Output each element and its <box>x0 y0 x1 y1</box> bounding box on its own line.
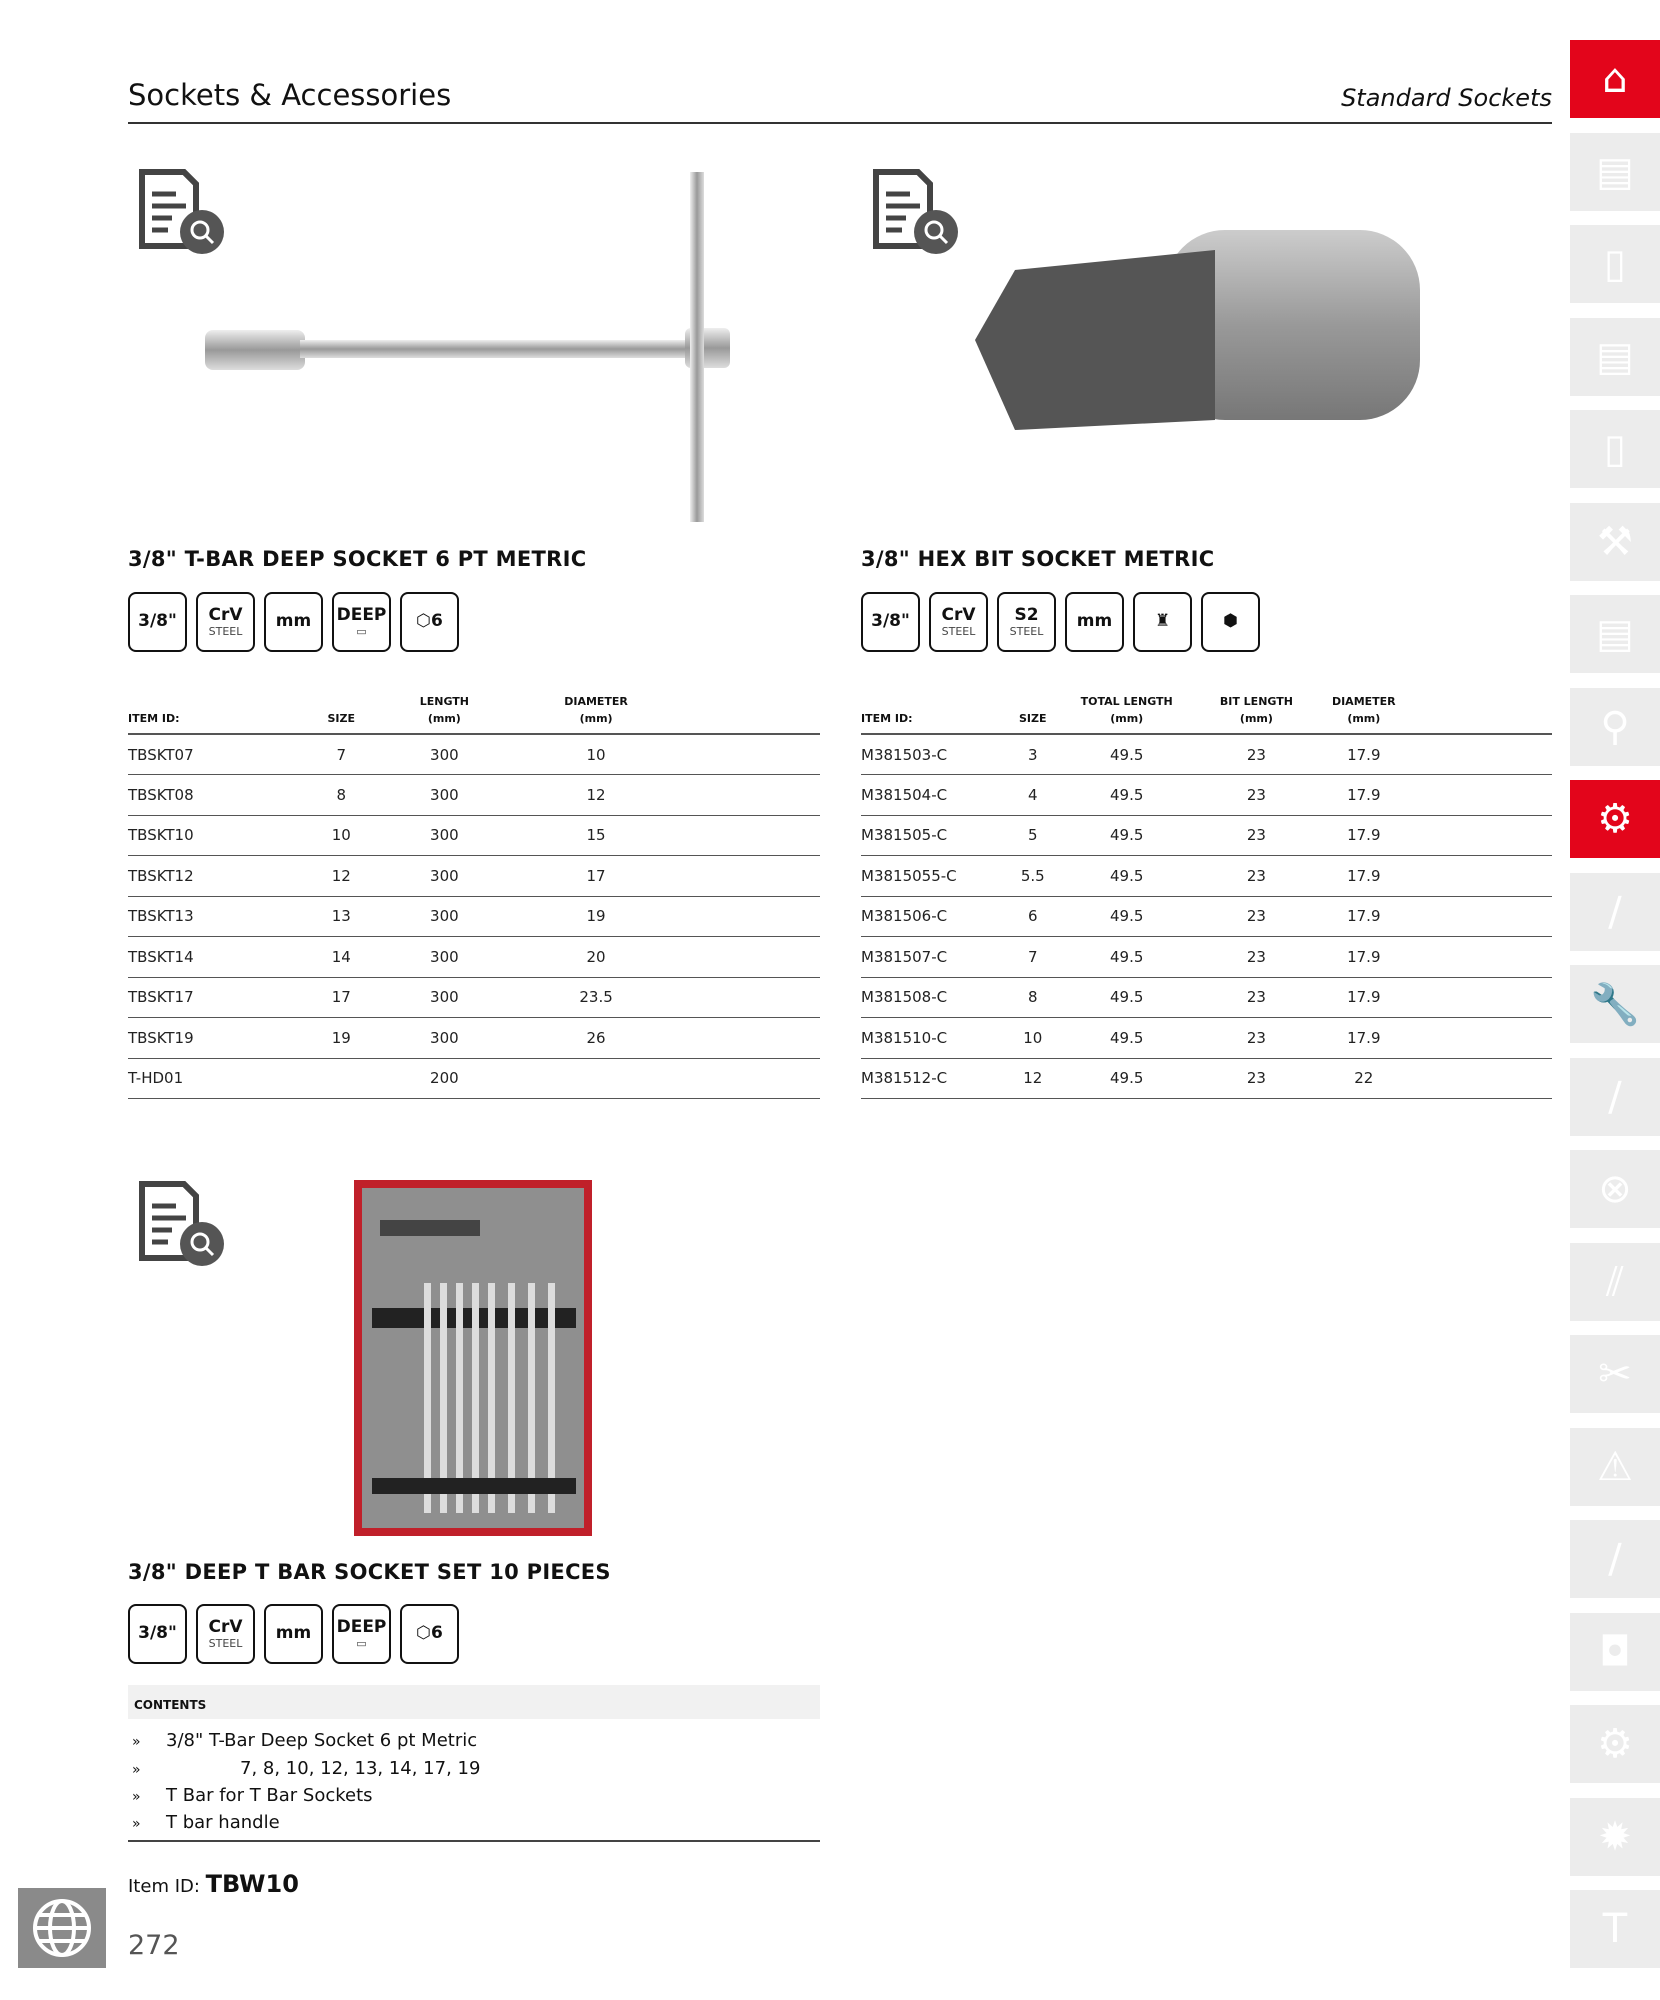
table-cell: 12 <box>1011 1058 1054 1099</box>
feature-badge: 3/8" <box>128 1604 187 1664</box>
table-row <box>861 896 1552 937</box>
table-cell: 23 <box>1199 856 1314 897</box>
table-cell: 300 <box>378 815 510 856</box>
table-cell: TBSKT14 <box>128 937 304 978</box>
table-cell: 3 <box>1011 734 1054 775</box>
feature-badge: mm <box>1065 592 1124 652</box>
table-cell: 49.5 <box>1054 1018 1199 1059</box>
contents-item: » 7, 8, 10, 12, 13, 14, 17, 19 <box>132 1758 481 1779</box>
feature-badges <box>861 592 1260 652</box>
feature-badge: ⬢ <box>1201 592 1260 652</box>
sidebar-item-home[interactable] <box>1570 40 1660 118</box>
table-cell: M381505-C <box>861 815 1011 856</box>
table-cell: 10 <box>511 734 682 775</box>
table-cell: 14 <box>304 937 378 978</box>
table-row <box>128 856 820 897</box>
feature-badge: DEEP ▭ <box>332 1604 391 1664</box>
table-cell: 49.5 <box>1054 896 1199 937</box>
table-cell: 13 <box>304 896 378 937</box>
table-cell: 15 <box>511 815 682 856</box>
table-row <box>128 937 820 978</box>
feature-badge: ⬡6 <box>400 1604 459 1664</box>
sidebar-item-hex-keys[interactable] <box>1570 1243 1660 1321</box>
table-cell: 23 <box>1199 1018 1314 1059</box>
tool-trolley-icon: ▤ <box>1596 148 1634 195</box>
table-cell: M381504-C <box>861 775 1011 816</box>
contents-item: » T bar handle <box>132 1812 280 1833</box>
table-cell: 17.9 <box>1314 734 1414 775</box>
table-cell: 17.9 <box>1314 775 1414 816</box>
torque-wrench-icon: ∕ <box>1608 888 1622 935</box>
socket-set-pouch-image <box>352 1178 594 1538</box>
column-header: SIZE <box>304 694 378 734</box>
feature-badges <box>128 592 459 652</box>
wrench-icon: 🔧 <box>1590 981 1640 1028</box>
column-header: LENGTH (mm) <box>378 694 510 734</box>
feature-badge: S2 STEEL <box>997 592 1056 652</box>
sidebar-item-tool-set[interactable] <box>1570 503 1660 581</box>
table-cell: 200 <box>378 1058 510 1099</box>
table-cell: 26 <box>511 1018 682 1059</box>
table-cell: 7 <box>304 734 378 775</box>
column-header: DIAMETER (mm) <box>1314 694 1414 734</box>
sidebar-item-tool-trolley[interactable] <box>1570 318 1660 396</box>
table-cell: M381503-C <box>861 734 1011 775</box>
table-header <box>128 694 820 734</box>
sidebar-item-tool-trolley[interactable] <box>1570 133 1660 211</box>
table-cell: 19 <box>511 896 682 937</box>
table-cell: 17.9 <box>1314 896 1414 937</box>
table-cell: T-HD01 <box>128 1058 304 1099</box>
table-header <box>861 694 1552 734</box>
table-cell: 300 <box>378 977 510 1018</box>
table-row <box>128 734 820 775</box>
table-cell: 300 <box>378 937 510 978</box>
contents-item: » T Bar for T Bar Sockets <box>132 1785 373 1806</box>
table-row <box>861 775 1552 816</box>
table-cell: 23 <box>1199 896 1314 937</box>
table-cell: 300 <box>378 775 510 816</box>
column-header: SIZE <box>1011 694 1054 734</box>
pliers-icon: ✂ <box>1598 1351 1632 1397</box>
table-row <box>128 1018 820 1059</box>
table-cell: 49.5 <box>1054 815 1199 856</box>
table-cell: 49.5 <box>1054 977 1199 1018</box>
feature-badge: DEEP ▭ <box>332 592 391 652</box>
ratchet-icon: ⚲ <box>1600 703 1630 750</box>
table-cell: 17.9 <box>1314 815 1414 856</box>
feature-badge: CrV STEEL <box>929 592 988 652</box>
table-row <box>861 856 1552 897</box>
contents-heading: CONTENTS <box>128 1685 820 1719</box>
table-cell: 300 <box>378 896 510 937</box>
table-row <box>861 977 1552 1018</box>
feature-badge: 3/8" <box>128 592 187 652</box>
sidebar-item-tool-panel[interactable] <box>1570 225 1660 303</box>
table-cell: 300 <box>378 1018 510 1059</box>
hex-bit-socket-image <box>970 220 1450 470</box>
table-cell: M381508-C <box>861 977 1011 1018</box>
table-cell: 10 <box>304 815 378 856</box>
table-cell: 49.5 <box>1054 937 1199 978</box>
table-cell: 49.5 <box>1054 1058 1199 1099</box>
table-row <box>128 977 820 1018</box>
table-row <box>861 815 1552 856</box>
sidebar-item-screwdriver[interactable] <box>1570 1058 1660 1136</box>
sidebar-item-ratchet[interactable] <box>1570 688 1660 766</box>
sidebar-item-tool-cabinet[interactable] <box>1570 595 1660 673</box>
table-cell: 12 <box>511 775 682 816</box>
table-row <box>128 775 820 816</box>
table-cell: 23 <box>1199 734 1314 775</box>
table-cell: 10 <box>1011 1018 1054 1059</box>
sidebar-item-measuring-tape[interactable] <box>1570 1613 1660 1691</box>
sidebar-item-gears[interactable] <box>1570 1705 1660 1783</box>
table-cell: TBSKT07 <box>128 734 304 775</box>
column-header: ITEM ID: <box>128 694 304 734</box>
feature-badge: CrV STEEL <box>196 1604 255 1664</box>
knife-icon: ∕ <box>1608 1536 1622 1582</box>
table-row <box>128 815 820 856</box>
table-cell: 17.9 <box>1314 937 1414 978</box>
sidebar-item-pliers[interactable] <box>1570 1335 1660 1413</box>
table-cell: 23 <box>1199 775 1314 816</box>
table-cell: 17 <box>304 977 378 1018</box>
hammer-icon: T <box>1602 1906 1628 1952</box>
table-cell: 23 <box>1199 1058 1314 1099</box>
table-row <box>128 1058 820 1099</box>
table-cell: TBSKT19 <box>128 1018 304 1059</box>
feature-badges <box>128 1604 459 1664</box>
spec-table <box>128 694 820 1099</box>
home-icon: ⌂ <box>1602 56 1628 102</box>
table-cell: M381512-C <box>861 1058 1011 1099</box>
sidebar-item-torque-wrench[interactable] <box>1570 873 1660 951</box>
page-title: Sockets & Accessories <box>128 78 452 112</box>
table-cell: 6 <box>1011 896 1054 937</box>
table-cell: M3815055-C <box>861 856 1011 897</box>
table-cell: 17 <box>511 856 682 897</box>
table-cell: 20 <box>511 937 682 978</box>
table-cell: 8 <box>304 775 378 816</box>
table-cell: 7 <box>1011 937 1054 978</box>
product-title: 3/8" DEEP T BAR SOCKET SET 10 PIECES <box>128 1560 611 1584</box>
table-cell: M381507-C <box>861 937 1011 978</box>
table-cell: TBSKT17 <box>128 977 304 1018</box>
table-cell: 49.5 <box>1054 734 1199 775</box>
table-cell <box>304 1058 378 1099</box>
sidebar-item-tool-panel[interactable] <box>1570 410 1660 488</box>
tool-cabinet-icon: ▤ <box>1596 611 1634 657</box>
electrical-icon: ⚠ <box>1597 1443 1633 1490</box>
feature-badge: ⬡6 <box>400 592 459 652</box>
table-cell: 23 <box>1199 937 1314 978</box>
sidebar-item-gear[interactable] <box>1570 1798 1660 1876</box>
sidebar-item-knife[interactable] <box>1570 1520 1660 1598</box>
tool-trolley-icon: ▤ <box>1596 333 1634 380</box>
feature-badge: mm <box>264 592 323 652</box>
table-cell: 22 <box>1314 1058 1414 1099</box>
table-row <box>861 734 1552 775</box>
table-row <box>861 1058 1552 1099</box>
socket-icon: ⚙ <box>1597 796 1633 842</box>
product-title: 3/8" HEX BIT SOCKET METRIC <box>861 547 1215 571</box>
gear-icon: ✹ <box>1598 1813 1632 1860</box>
product-title: 3/8" T-BAR DEEP SOCKET 6 PT METRIC <box>128 547 587 571</box>
table-cell: 300 <box>378 734 510 775</box>
hex-keys-icon: ⫽ <box>1606 1258 1624 1305</box>
table-cell: TBSKT12 <box>128 856 304 897</box>
feature-badge: CrV STEEL <box>196 592 255 652</box>
table-cell: M381510-C <box>861 1018 1011 1059</box>
feature-badge: mm <box>264 1604 323 1664</box>
sidebar-item-socket[interactable] <box>1570 780 1660 858</box>
table-cell: 300 <box>378 856 510 897</box>
website-button[interactable] <box>18 1888 106 1968</box>
section-title: Standard Sockets <box>1341 84 1552 112</box>
feature-badge: ♜ <box>1133 592 1192 652</box>
table-cell: 49.5 <box>1054 856 1199 897</box>
sidebar-item-wrench[interactable] <box>1570 965 1660 1043</box>
table-row <box>861 1018 1552 1059</box>
column-header: ITEM ID: <box>861 694 1011 734</box>
table-cell <box>511 1058 682 1099</box>
tool-panel-icon: ▯ <box>1603 426 1626 472</box>
table-row <box>128 896 820 937</box>
tool-set-icon: ⚒ <box>1597 518 1633 565</box>
feature-badge: 3/8" <box>861 592 920 652</box>
table-cell: TBSKT08 <box>128 775 304 816</box>
table-cell: 17.9 <box>1314 1018 1414 1059</box>
page-number: 272 <box>128 1930 180 1961</box>
table-row <box>861 937 1552 978</box>
column-header: BIT LENGTH (mm) <box>1199 694 1314 734</box>
table-cell: 17.9 <box>1314 977 1414 1018</box>
sidebar-item-bits[interactable] <box>1570 1150 1660 1228</box>
bits-icon: ⊗ <box>1598 1166 1632 1212</box>
header-divider <box>128 122 1552 124</box>
gears-icon: ⚙ <box>1597 1721 1633 1767</box>
spec-table <box>861 694 1552 1099</box>
table-cell: 23 <box>1199 977 1314 1018</box>
table-cell: 5 <box>1011 815 1054 856</box>
table-cell: M381506-C <box>861 896 1011 937</box>
column-header: TOTAL LENGTH (mm) <box>1054 694 1199 734</box>
table-cell: 8 <box>1011 977 1054 1018</box>
sidebar-item-hammer[interactable] <box>1570 1890 1660 1968</box>
t-bar-socket-image <box>200 168 760 528</box>
table-cell: 17.9 <box>1314 856 1414 897</box>
table-cell: 19 <box>304 1018 378 1059</box>
table-cell: 23.5 <box>511 977 682 1018</box>
table-cell: 5.5 <box>1011 856 1054 897</box>
datasheet-icon[interactable] <box>136 1180 226 1270</box>
contents-divider <box>128 1840 820 1842</box>
table-cell: 4 <box>1011 775 1054 816</box>
table-cell: 49.5 <box>1054 775 1199 816</box>
datasheet-icon[interactable] <box>870 168 960 258</box>
contents-item: » 3/8" T-Bar Deep Socket 6 pt Metric <box>132 1730 478 1751</box>
sidebar-item-electrical[interactable] <box>1570 1428 1660 1506</box>
column-header: DIAMETER (mm) <box>511 694 682 734</box>
tool-panel-icon: ▯ <box>1603 241 1626 287</box>
table-cell: 23 <box>1199 815 1314 856</box>
table-cell: TBSKT13 <box>128 896 304 937</box>
item-id: Item ID: TBW10 <box>128 1870 299 1898</box>
table-cell: 12 <box>304 856 378 897</box>
screwdriver-icon: ∕ <box>1608 1073 1622 1120</box>
table-cell: TBSKT10 <box>128 815 304 856</box>
measuring-tape-icon: ◘ <box>1599 1628 1631 1675</box>
globe-icon <box>31 1897 93 1959</box>
